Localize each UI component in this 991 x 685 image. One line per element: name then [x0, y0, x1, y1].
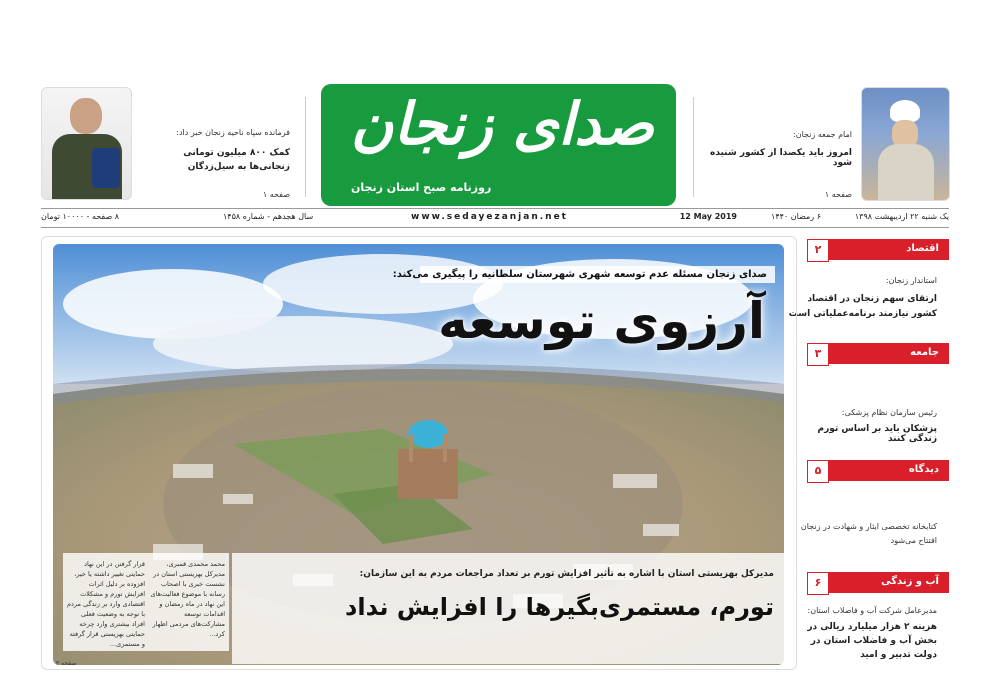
category-label: جامعه [910, 347, 939, 358]
persian-date: یک شنبه ۲۲ اردیبهشت ۱۳۹۸ [854, 212, 949, 221]
category-bar-water[interactable] [809, 572, 949, 593]
issue-number: سال هجدهم - شماره ۱۴۵۸ [223, 212, 314, 221]
newspaper-logo: صدای زنجان [350, 90, 654, 158]
sidebar-headline[interactable]: ارتقای سهم زنجان در اقتصاد کشور نیازمند برنامه‌عملیاتی است [788, 294, 937, 319]
page-number-badge: ۳ [807, 343, 829, 366]
website-url[interactable]: www.sedayezanjan.net [411, 212, 568, 222]
masthead-logo [321, 84, 676, 206]
turban-shape [890, 100, 920, 122]
sidebar-label: مدیرعامل شرکت آب و فاضلاب استان: [807, 606, 937, 615]
robe-shape [878, 144, 934, 200]
category-bar-economy[interactable] [809, 239, 949, 260]
header-right-page: صفحه ۱ [824, 190, 852, 199]
face-shape [70, 98, 102, 134]
category-label: دیدگاه [908, 464, 939, 475]
category-label: اقتصاد [906, 243, 939, 254]
page-number-badge: ۶ [807, 572, 829, 595]
date-bar [41, 212, 949, 226]
commander-photo [41, 87, 132, 200]
header-right-headline[interactable]: امروز باید یکصدا از کشور شنیده شود [710, 148, 852, 168]
page-count-price: ۸ صفحه - ۱۰۰۰۰ تومان [41, 212, 120, 221]
sidebar-headline[interactable]: پزشکان باید بر اساس تورم زندگی کنند [817, 424, 937, 444]
header-left-page: صفحه ۱ [262, 190, 290, 199]
sidebar [788, 236, 949, 668]
page-number-badge: ۲ [807, 239, 829, 262]
newspaper-tagline: روزنامه صبح استان زنجان [351, 181, 492, 194]
category-bar-society[interactable] [809, 343, 949, 364]
story-column-left: قرار گرفتن در این نهاد حمایتی تغییر داشته یا خیر، افزوده بر دلیل اثرات افزایش تورم و مشکلات اقتصادی وارد بر زندگی مردم با توجه به وضعیت فعلی افراد بیشتری وارد چرخه حمایتی بهزیستی قرار گرفته و مستمری... [67, 560, 145, 648]
date-bar-top-rule [41, 208, 949, 209]
story-column-mid: محمد محمدی قمبری، مدیرکل بهزیستی استان در نشست خبری با اصحاب رسانه با موضوع فعالیت‌های این نهاد در ماه رمضان و اقدامات توسعه مشارکت‌های مردمی اظهار کرد... [150, 560, 225, 638]
main-kicker: صدای زنجان مسئله عدم توسعه شهری شهرستان سلطانیه را پیگیری می‌کند: [420, 266, 775, 283]
category-bar-viewpoint[interactable] [809, 460, 949, 481]
secondary-story [232, 553, 784, 664]
secondary-headline[interactable]: تورم، مستمری‌بگیرها را افزایش نداد [345, 593, 774, 621]
page-number-badge: ۵ [807, 460, 829, 483]
gregorian-date: 12 May 2019 [679, 212, 737, 221]
microphone-icon [92, 148, 120, 188]
header-left-headline[interactable]: کمک ۸۰۰ میلیون تومانی زنجانی‌ها به سیل‌زدگان [183, 148, 290, 172]
category-label: آب و زندگی [881, 576, 939, 587]
hijri-date: ۶ رمضان ۱۴۴۰ [771, 212, 821, 221]
header-left-label: فرمانده سپاه ناحیه زنجان خبر داد: [176, 128, 290, 137]
main-headline[interactable]: آرزوی توسعه [438, 292, 765, 350]
divider [305, 97, 306, 197]
story-columns [63, 553, 229, 651]
sidebar-label: استاندار زنجان: [885, 276, 937, 285]
divider [693, 97, 694, 197]
secondary-kicker: مدیرکل بهزیستی استان با اشاره به تأثیر افزایش تورم بر تعداد مراجعات مردم به این سازمان: [359, 569, 774, 579]
imam-photo [861, 87, 950, 201]
header-right-label: امام جمعه زنجان: [793, 130, 852, 139]
story-page-ref: صفحه ۳ [56, 660, 77, 667]
sidebar-headline[interactable]: هزینه ۲ هزار میلیارد ریالی در بخش آب و فاضلاب استان در دولت تدبیر و امید [807, 622, 937, 660]
date-bar-bottom-rule [41, 227, 949, 228]
sidebar-headline[interactable]: کتابخانه تخصصی ایثار و شهادت در زنجان افتتاح می‌شود [800, 522, 937, 545]
sidebar-label: رئیس سازمان نظام پزشکی: [841, 408, 937, 417]
